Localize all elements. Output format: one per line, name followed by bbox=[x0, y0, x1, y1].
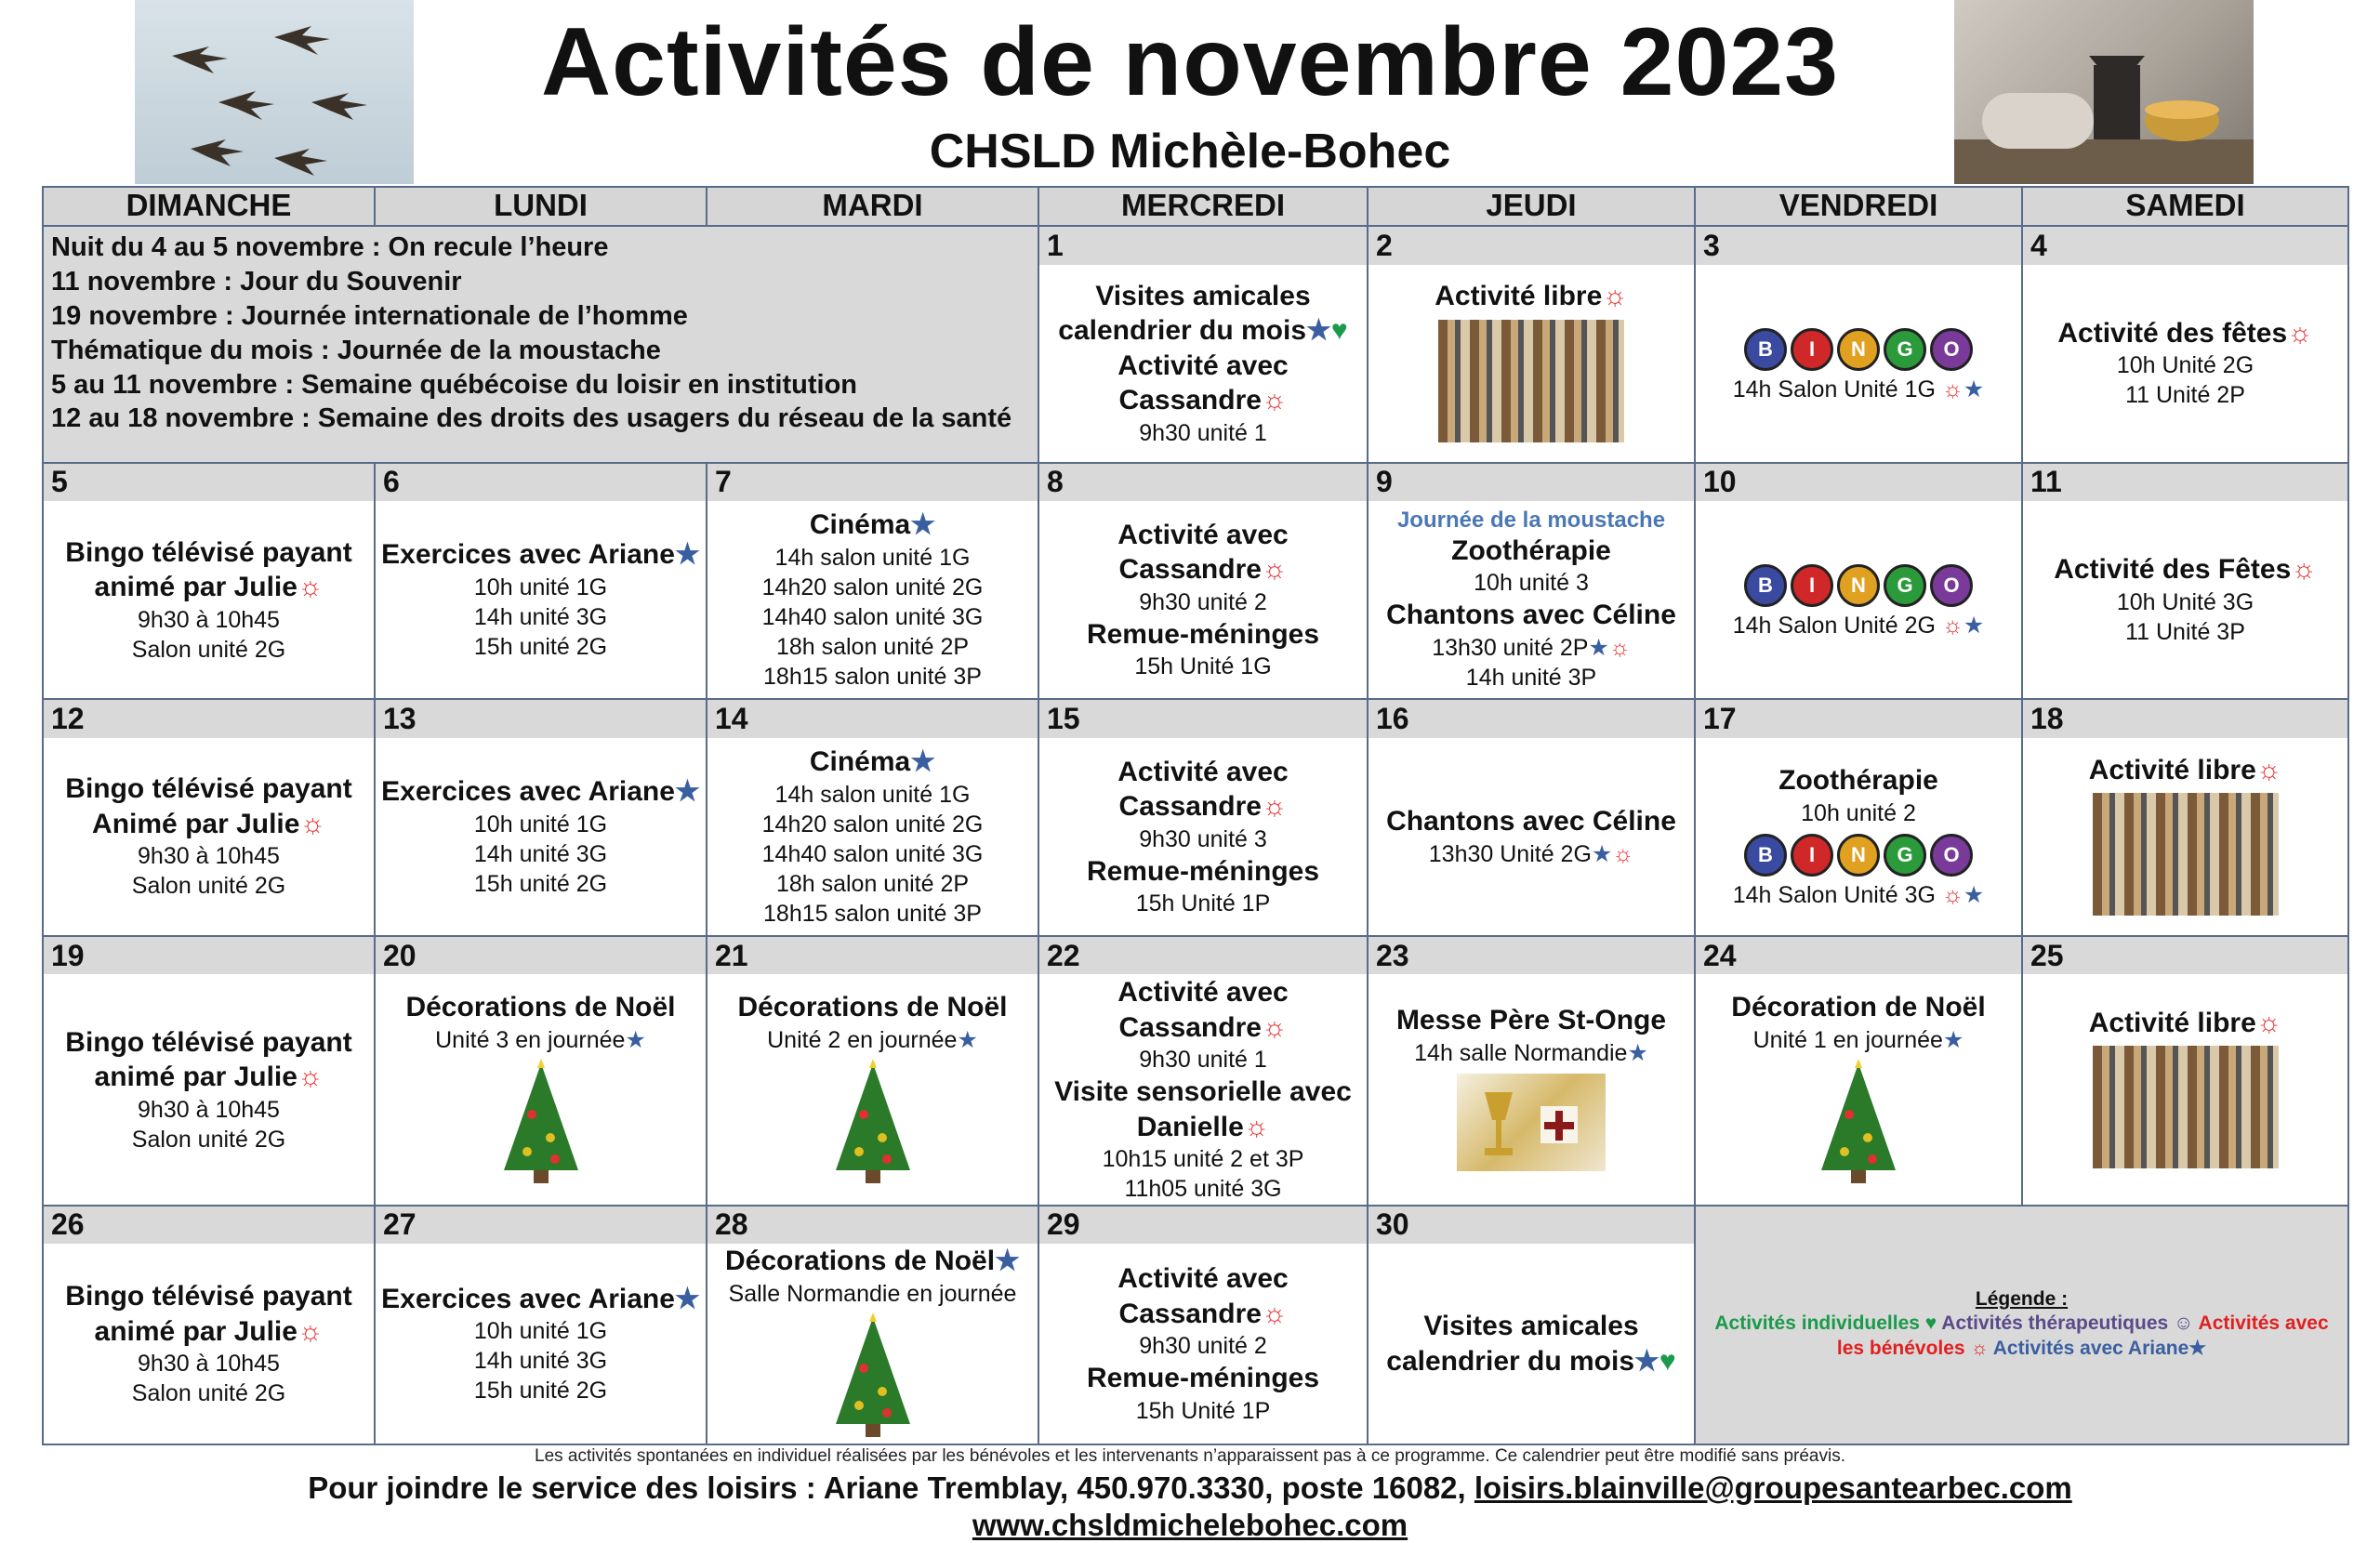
sun-icon: ☼ bbox=[1261, 791, 1288, 823]
bingo-ball: O bbox=[1930, 328, 1973, 371]
day-cell-30 bbox=[1368, 1244, 1695, 1444]
christmas-tree-icon bbox=[1812, 1059, 1905, 1189]
activity-time: Unité 1 en journée bbox=[1752, 1026, 1943, 1053]
day-cell-1 bbox=[1038, 265, 1368, 463]
activity-title: Zoothérapie bbox=[1778, 765, 1938, 797]
day-number: 12 bbox=[43, 699, 375, 737]
activity-title: Messe Père St-Onge bbox=[1395, 1005, 1667, 1036]
bingo-ball: B bbox=[1744, 834, 1787, 877]
day-cell-13 bbox=[375, 738, 707, 936]
weekday-tuesday: MARDI bbox=[707, 187, 1038, 226]
sun-icon: ☼ bbox=[2255, 1007, 2282, 1038]
activity-time: 9h30 à 10h45 bbox=[138, 606, 280, 633]
month-notes bbox=[43, 226, 1038, 463]
day-number: 30 bbox=[1368, 1206, 1695, 1244]
activity-time: 15h Unité 1G bbox=[1134, 653, 1272, 680]
day-cell-4 bbox=[2022, 265, 2348, 463]
smiley-icon: ☺ bbox=[2168, 1312, 2199, 1335]
star-icon: ★ bbox=[1963, 376, 1985, 402]
star-icon: ★ bbox=[674, 1283, 700, 1314]
star-icon: ★ bbox=[1963, 613, 1985, 640]
day-cell-12 bbox=[43, 738, 375, 936]
day-number: 2 bbox=[1368, 226, 1695, 264]
activity-title: Bingo télévisé payant animé par Julie bbox=[65, 536, 352, 603]
activity-location: Salon unité 2G bbox=[131, 1126, 286, 1153]
paintbrushes-image bbox=[2093, 793, 2279, 916]
bingo-image bbox=[1742, 328, 1975, 371]
sun-icon: ☼ bbox=[1602, 281, 1628, 312]
activity-time: 10h Unité 2G bbox=[2116, 352, 2254, 379]
bingo-ball: G bbox=[1884, 834, 1926, 877]
sun-icon: ☼ bbox=[297, 1315, 324, 1347]
activity-time: 14h20 salon unité 2G bbox=[761, 574, 984, 600]
legend-therapeutic: Activités thérapeutiques bbox=[1941, 1312, 2169, 1335]
day-cell-25 bbox=[2022, 974, 2348, 1206]
activity-time: 15h unité 2G bbox=[473, 1378, 608, 1405]
day-cell-19 bbox=[43, 974, 375, 1206]
activity-time: Unité 3 en journée bbox=[435, 1026, 626, 1053]
activity-title: Chantons avec Céline bbox=[1386, 806, 1676, 837]
day-cell-27 bbox=[375, 1244, 707, 1444]
activity-title: Activité libre bbox=[2088, 1007, 2256, 1038]
activity-time: 15h unité 2G bbox=[473, 633, 608, 660]
activity-time: 9h30 unité 2 bbox=[1139, 1333, 1267, 1360]
activity-title: Décorations de Noël bbox=[737, 992, 1008, 1023]
bingo-image bbox=[1742, 564, 1975, 607]
bingo-ball: N bbox=[1837, 328, 1880, 371]
activity-time: 14h salon unité 1G bbox=[774, 781, 971, 808]
star-icon: ★ bbox=[910, 746, 936, 778]
email-link[interactable]: loisirs.blainville@groupesantearbec.com bbox=[1474, 1470, 2072, 1505]
activity-title: Activité libre bbox=[1435, 281, 1603, 312]
sun-icon: ☼ bbox=[2287, 317, 2313, 349]
activity-time: 14h unité 3G bbox=[473, 603, 608, 630]
activity-title: Activité des fêtes bbox=[2057, 317, 2288, 349]
day-number: 25 bbox=[2022, 936, 2348, 974]
day-number: 24 bbox=[1695, 936, 2022, 974]
activity-time: 11 Unité 2P bbox=[2125, 382, 2245, 409]
activity-title: Cinéma bbox=[809, 509, 911, 541]
day-number: 7 bbox=[707, 463, 1038, 501]
sun-icon: ☼ bbox=[2255, 754, 2282, 785]
day-number: 29 bbox=[1038, 1206, 1368, 1244]
day-number: 23 bbox=[1368, 936, 1695, 974]
star-icon: ★ bbox=[1963, 881, 1985, 908]
day-number: 18 bbox=[2022, 699, 2348, 737]
legend-individual: Activités individuelles bbox=[1714, 1312, 1920, 1335]
bingo-ball: N bbox=[1837, 564, 1880, 607]
disclaimer-note: Les activités spontanées en individuel réalisées par les bénévoles et les intervenants n’apparaissent pas à ce programme. Ce calendrier peut être modifié sans préavis. bbox=[535, 1446, 1845, 1466]
activity-time: 15h unité 2G bbox=[473, 870, 608, 897]
activity-title: Exercices avec Ariane bbox=[381, 1283, 675, 1314]
paintbrushes-image bbox=[2093, 1046, 2279, 1168]
activity-title: Décorations de Noël bbox=[405, 992, 676, 1023]
day-number: 19 bbox=[43, 936, 375, 974]
chalice-image bbox=[1457, 1074, 1606, 1171]
activity-time: 11 Unité 3P bbox=[2125, 618, 2245, 645]
activity-time: 14h40 salon unité 3G bbox=[761, 603, 984, 630]
bingo-ball: O bbox=[1930, 564, 1973, 607]
weekday-thursday: JEUDI bbox=[1368, 187, 1695, 226]
activity-title: Activité libre bbox=[2088, 754, 2256, 785]
day-cell-8 bbox=[1038, 501, 1368, 699]
day-cell-3 bbox=[1695, 265, 2022, 463]
weekday-friday: VENDREDI bbox=[1695, 187, 2022, 226]
bingo-ball: B bbox=[1744, 564, 1787, 607]
contact-line bbox=[0, 1470, 2380, 1506]
activity-time: 10h15 unité 2 et 3P bbox=[1102, 1146, 1304, 1172]
legend-box bbox=[1695, 1206, 2348, 1444]
activity-title: Remue-méninges bbox=[1086, 1363, 1320, 1394]
note-line: 5 au 11 novembre : Semaine québécoise du loisir en institution bbox=[51, 369, 857, 400]
heart-icon: ♥ bbox=[1330, 315, 1348, 347]
activity-title: Activité avec Cassandre bbox=[1117, 349, 1289, 416]
sun-icon: ☼ bbox=[299, 808, 325, 839]
website-link[interactable]: www.chsldmichelebohec.com bbox=[972, 1508, 1408, 1542]
activity-title: Bingo télévisé payant animé par Julie bbox=[65, 1281, 352, 1347]
sun-icon: ☼ bbox=[1964, 1338, 1993, 1360]
sun-icon: ☼ bbox=[1261, 554, 1288, 586]
day-number: 21 bbox=[707, 936, 1038, 974]
activity-time: 15h Unité 1P bbox=[1135, 1397, 1271, 1424]
activity-title: Activité avec Cassandre bbox=[1117, 1263, 1289, 1329]
activity-time: 14h salle Normandie bbox=[1414, 1039, 1628, 1066]
activity-time: 14h Salon Unité 2G bbox=[1732, 613, 1936, 640]
calendar-table bbox=[42, 186, 2349, 1445]
contact-text: Pour joindre le service des loisirs : Ariane Tremblay, 450.970.3330, poste 16082, bbox=[308, 1470, 1466, 1505]
activity-location: Salon unité 2G bbox=[131, 636, 286, 663]
sun-icon: ☼ bbox=[1261, 1298, 1288, 1329]
bingo-ball: G bbox=[1884, 564, 1926, 607]
sun-icon: ☼ bbox=[1941, 613, 1964, 640]
note-line: 11 novembre : Jour du Souvenir bbox=[51, 267, 462, 297]
day-number: 16 bbox=[1368, 699, 1695, 737]
activity-title: Activité des Fêtes bbox=[2054, 554, 2292, 586]
weekday-wednesday: MERCREDI bbox=[1038, 187, 1368, 226]
activity-time: 14h Salon Unité 1G bbox=[1732, 376, 1936, 402]
day-number: 26 bbox=[43, 1206, 375, 1244]
activity-time: 18h salon unité 2P bbox=[775, 870, 970, 897]
day-number: 22 bbox=[1038, 936, 1368, 974]
day-number: 3 bbox=[1695, 226, 2022, 264]
legend-title: Légende : bbox=[1975, 1288, 2069, 1311]
activity-time: 14h salon unité 1G bbox=[774, 544, 971, 571]
page-title: Activités de novembre 2023 bbox=[541, 8, 1839, 116]
activity-title: Activité avec Cassandre bbox=[1117, 756, 1289, 823]
star-icon: ★ bbox=[674, 776, 700, 808]
day-number: 17 bbox=[1695, 699, 2022, 737]
activity-time: 10h unité 1G bbox=[473, 1318, 608, 1345]
heart-icon: ♥ bbox=[1659, 1345, 1676, 1377]
activity-title: Visite sensorielle avec Danielle bbox=[1054, 1076, 1352, 1142]
bingo-ball: G bbox=[1884, 328, 1926, 371]
day-number: 9 bbox=[1368, 463, 1695, 501]
activity-time: 14h40 salon unité 3G bbox=[761, 840, 984, 867]
legend-ariane: Activités avec Ariane bbox=[1992, 1338, 2189, 1360]
activity-time: 9h30 unité 3 bbox=[1139, 825, 1267, 852]
activity-title: Décorations de Noël bbox=[725, 1246, 996, 1277]
activity-time: 14h unité 3G bbox=[473, 1348, 608, 1375]
activity-time: 10h unité 2 bbox=[1801, 799, 1916, 826]
activity-time: 10h unité 1G bbox=[473, 574, 608, 600]
activity-time: 11h05 unité 3G bbox=[1124, 1176, 1282, 1202]
activity-title: Chantons avec Céline bbox=[1386, 600, 1676, 631]
star-icon: ★ bbox=[625, 1026, 646, 1053]
activity-time: 9h30 à 10h45 bbox=[138, 1351, 280, 1378]
christmas-tree-icon bbox=[495, 1059, 588, 1189]
activity-title: Remue-méninges bbox=[1086, 618, 1320, 650]
activity-time: 14h unité 3P bbox=[1465, 664, 1597, 691]
day-cell-10 bbox=[1695, 501, 2022, 699]
day-cell-9 bbox=[1368, 501, 1695, 699]
day-cell-29 bbox=[1038, 1244, 1368, 1444]
sun-icon: ☼ bbox=[1243, 1111, 1270, 1142]
activity-time: 18h15 salon unité 3P bbox=[763, 900, 982, 927]
day-number: 14 bbox=[707, 699, 1038, 737]
bingo-ball: I bbox=[1791, 834, 1833, 877]
activity-time: 9h30 unité 1 bbox=[1139, 1047, 1267, 1073]
day-cell-20 bbox=[375, 974, 707, 1206]
activity-time: 9h30 unité 2 bbox=[1139, 588, 1267, 615]
star-icon: ★ bbox=[957, 1026, 978, 1053]
activity-time: 14h20 salon unité 2G bbox=[761, 811, 984, 837]
activity-title: Zoothérapie bbox=[1451, 534, 1611, 566]
star-icon: ★ bbox=[1591, 840, 1613, 867]
day-number: 13 bbox=[375, 699, 707, 737]
day-number: 8 bbox=[1038, 463, 1368, 501]
activity-location: Salon unité 2G bbox=[131, 1380, 286, 1407]
activity-title: Exercices avec Ariane bbox=[381, 539, 675, 571]
day-number: 6 bbox=[375, 463, 707, 501]
day-cell-16 bbox=[1368, 738, 1695, 936]
activity-time: 10h unité 3 bbox=[1474, 570, 1589, 597]
star-icon: ★ bbox=[674, 539, 700, 571]
day-number: 4 bbox=[2022, 226, 2348, 264]
activity-time: 18h15 salon unité 3P bbox=[763, 663, 982, 690]
star-icon: ★ bbox=[1588, 634, 1609, 661]
note-line: Thématique du mois : Journée de la moustache bbox=[51, 335, 661, 365]
star-icon: ★ bbox=[2188, 1338, 2207, 1360]
star-icon: ★ bbox=[995, 1246, 1020, 1277]
day-cell-21 bbox=[707, 974, 1038, 1206]
day-cell-11 bbox=[2022, 501, 2348, 699]
day-number: 11 bbox=[2022, 463, 2348, 501]
bingo-ball: N bbox=[1837, 834, 1880, 877]
legend-volunteers: Activités avec les bénévoles bbox=[1836, 1312, 2329, 1360]
activity-time: Salle Normandie en journée bbox=[728, 1280, 1017, 1307]
day-cell-15 bbox=[1038, 738, 1368, 936]
heart-icon: ♥ bbox=[1919, 1312, 1942, 1335]
sun-icon: ☼ bbox=[1941, 881, 1964, 908]
sun-icon: ☼ bbox=[1941, 376, 1964, 402]
day-cell-28 bbox=[707, 1244, 1038, 1444]
note-line: 19 novembre : Journée internationale de l’homme bbox=[51, 300, 688, 331]
sun-icon: ☼ bbox=[2291, 554, 2317, 586]
day-cell-6 bbox=[375, 501, 707, 699]
bingo-ball: O bbox=[1930, 834, 1973, 877]
bingo-image bbox=[1742, 834, 1975, 877]
day-number: 27 bbox=[375, 1206, 707, 1244]
star-icon: ★ bbox=[1627, 1039, 1648, 1066]
weekday-saturday: SAMEDI bbox=[2022, 187, 2348, 226]
paintbrushes-image bbox=[1438, 320, 1624, 442]
sun-icon: ☼ bbox=[1608, 634, 1631, 661]
activity-title: Visites amicales calendrier du mois bbox=[1386, 1311, 1639, 1377]
theme-label: Journée de la moustache bbox=[1396, 507, 1666, 533]
christmas-tree-icon bbox=[826, 1312, 919, 1443]
activity-time: Unité 2 en journée bbox=[767, 1026, 958, 1053]
day-number: 15 bbox=[1038, 699, 1368, 737]
bingo-ball: I bbox=[1791, 564, 1833, 607]
activity-time: 14h unité 3G bbox=[473, 840, 608, 867]
activity-title: Bingo télévisé payant Animé par Julie bbox=[65, 773, 352, 839]
activity-title: Remue-méninges bbox=[1086, 855, 1320, 887]
day-cell-2 bbox=[1368, 265, 1695, 463]
weekday-monday: LUNDI bbox=[375, 187, 707, 226]
day-cell-7 bbox=[707, 501, 1038, 699]
activity-time: 9h30 à 10h45 bbox=[138, 843, 280, 870]
day-cell-17 bbox=[1695, 738, 2022, 936]
day-cell-26 bbox=[43, 1244, 375, 1444]
activity-time: 10h unité 1G bbox=[473, 811, 608, 837]
activity-title: Activité avec Cassandre bbox=[1117, 519, 1289, 586]
christmas-tree-icon bbox=[826, 1059, 919, 1189]
day-cell-5 bbox=[43, 501, 375, 699]
note-line: 12 au 18 novembre : Semaine des droits des usagers du réseau de la santé bbox=[51, 403, 1012, 434]
activity-time: 9h30 unité 1 bbox=[1139, 419, 1267, 446]
sun-icon: ☼ bbox=[1261, 385, 1288, 416]
activity-location: Salon unité 2G bbox=[131, 873, 286, 900]
bingo-ball: I bbox=[1791, 328, 1833, 371]
day-cell-18 bbox=[2022, 738, 2348, 936]
star-icon: ★ bbox=[1634, 1345, 1659, 1377]
star-icon: ★ bbox=[1306, 315, 1331, 347]
sun-icon: ☼ bbox=[1612, 840, 1634, 867]
activity-time: 18h salon unité 2P bbox=[775, 633, 970, 660]
day-number: 1 bbox=[1038, 226, 1368, 264]
star-icon: ★ bbox=[1942, 1026, 1964, 1053]
day-number: 5 bbox=[43, 463, 375, 501]
activity-time: 15h Unité 1P bbox=[1135, 890, 1271, 917]
note-line: Nuit du 4 au 5 novembre : On recule l’heure bbox=[51, 232, 609, 263]
page-subtitle: CHSLD Michèle-Bohec bbox=[929, 125, 1451, 178]
day-number: 10 bbox=[1695, 463, 2022, 501]
day-number: 20 bbox=[375, 936, 707, 974]
activity-time: 9h30 à 10h45 bbox=[138, 1096, 280, 1123]
activity-title: Exercices avec Ariane bbox=[381, 776, 675, 808]
day-cell-14 bbox=[707, 738, 1038, 936]
activity-time: 13h30 Unité 2G bbox=[1428, 840, 1592, 867]
day-cell-23 bbox=[1368, 974, 1695, 1206]
sun-icon: ☼ bbox=[297, 572, 324, 603]
day-cell-22 bbox=[1038, 974, 1368, 1206]
activity-time: 14h Salon Unité 3G bbox=[1732, 881, 1936, 908]
day-number: 28 bbox=[707, 1206, 1038, 1244]
bingo-ball: B bbox=[1744, 328, 1787, 371]
activity-title: Cinéma bbox=[809, 746, 911, 778]
activity-time: 10h Unité 3G bbox=[2116, 588, 2254, 615]
activity-title: Activité avec Cassandre bbox=[1117, 977, 1289, 1043]
activity-title: Bingo télévisé payant animé par Julie bbox=[65, 1026, 352, 1092]
star-icon: ★ bbox=[910, 509, 936, 541]
sun-icon: ☼ bbox=[297, 1062, 324, 1092]
weekday-sunday: DIMANCHE bbox=[43, 187, 375, 226]
activity-time: 13h30 unité 2P bbox=[1432, 634, 1589, 661]
day-cell-24 bbox=[1695, 974, 2022, 1206]
sun-icon: ☼ bbox=[1261, 1011, 1288, 1043]
weekday-header-row bbox=[43, 187, 2348, 226]
activity-title: Décoration de Noël bbox=[1731, 992, 1986, 1023]
activity-title: Visites amicales calendrier du mois bbox=[1058, 280, 1311, 347]
